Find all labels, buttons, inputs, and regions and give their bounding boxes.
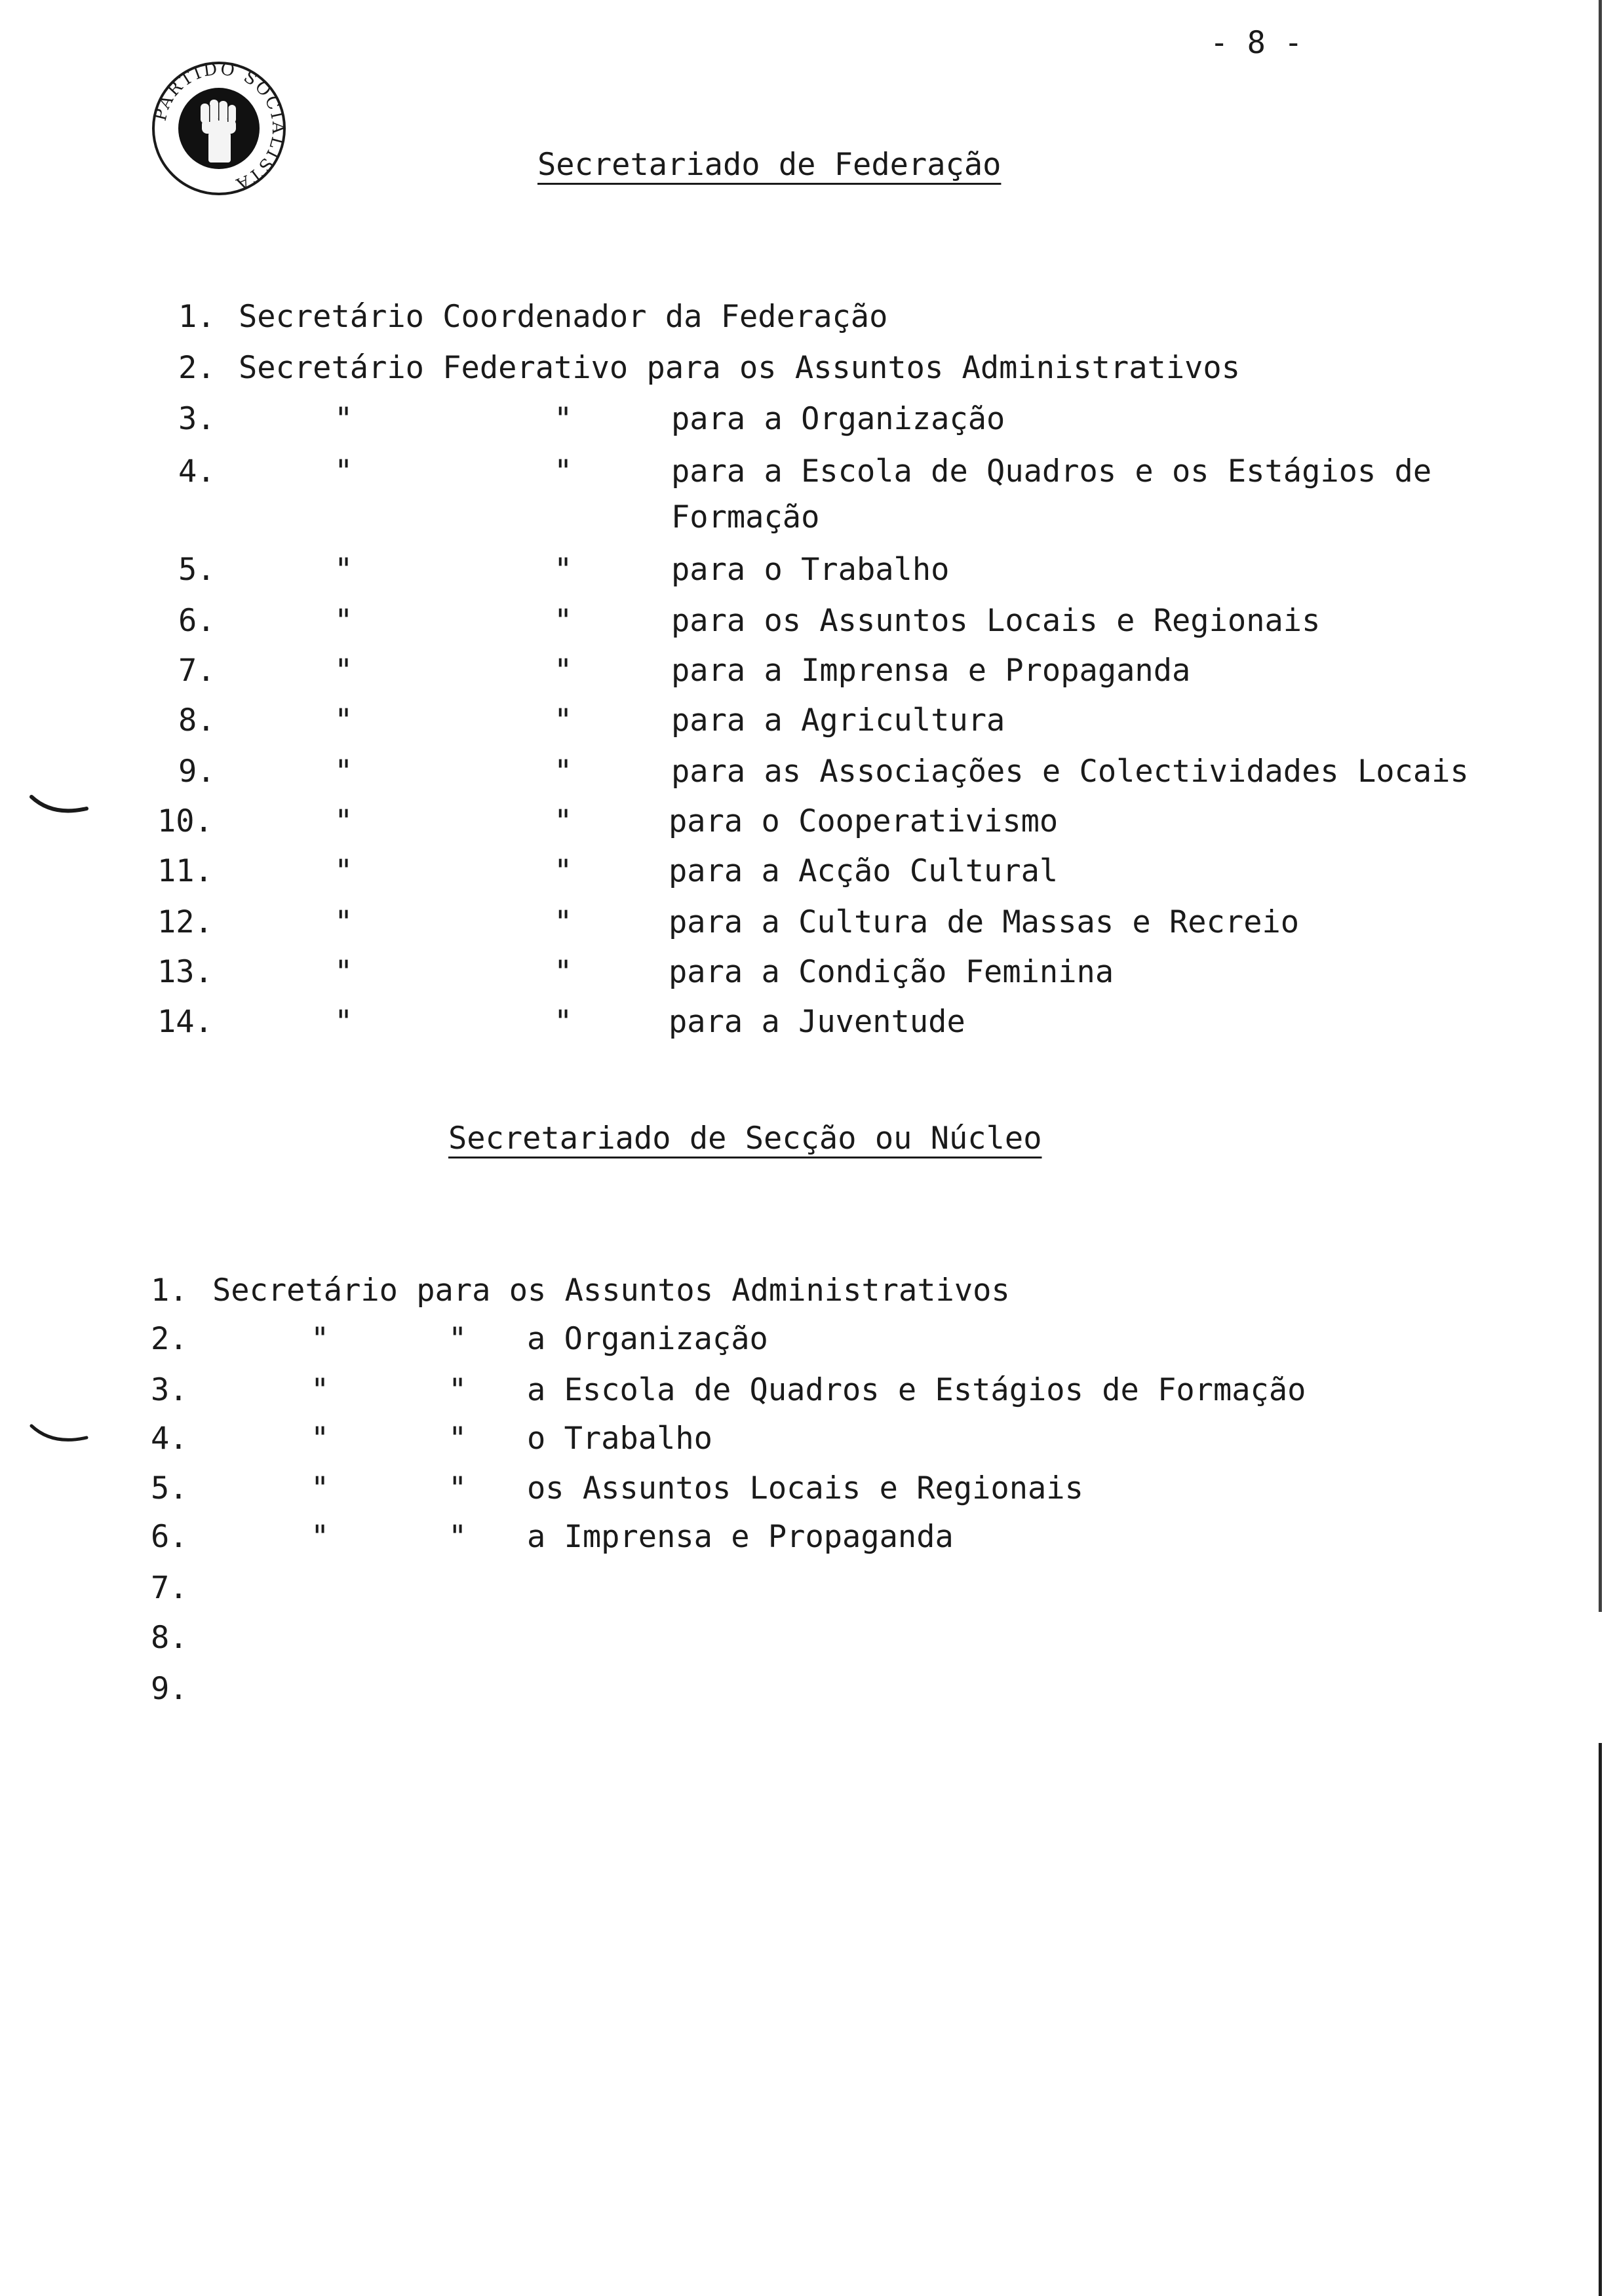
list-item-text: Secretário para os Assuntos Administrativos <box>212 1272 1010 1309</box>
list-item-number: 13. <box>157 954 213 990</box>
ditto-mark: " <box>334 904 353 940</box>
list-item-text: os Assuntos Locais e Regionais <box>527 1470 1083 1506</box>
list-item-text: Secretário Coordenador da Federação <box>239 299 888 335</box>
punch-mark <box>26 1421 92 1453</box>
list-item-number: 8. <box>151 1620 188 1656</box>
list-item-number: 2. <box>178 350 216 386</box>
list-item-number: 6. <box>151 1519 188 1555</box>
list-item-number: 14. <box>157 1004 213 1040</box>
list-item-text: o Trabalho <box>527 1421 712 1457</box>
party-logo <box>149 59 288 198</box>
list-item-text: para a Acção Cultural <box>669 853 1059 889</box>
list-item-number: 5. <box>178 552 216 588</box>
list-item-number: 7. <box>151 1570 188 1606</box>
raised-fist-icon <box>149 59 288 198</box>
list-item-number: 8. <box>178 702 216 738</box>
scan-border <box>1599 1743 1602 2296</box>
list-item-text: a Organização <box>527 1321 768 1357</box>
list-item-number: 2. <box>151 1321 188 1357</box>
list-item-number: 9. <box>178 754 216 790</box>
ditto-mark: " <box>334 954 353 990</box>
ditto-mark: " <box>334 401 353 437</box>
ditto-mark: " <box>554 552 573 588</box>
list-item-text: para a Escola de Quadros e os Estágios de <box>671 453 1432 489</box>
punch-mark <box>26 792 92 824</box>
ditto-mark: " <box>448 1470 467 1506</box>
ditto-mark: " <box>334 702 353 738</box>
list-item-text: para a Juventude <box>669 1004 965 1040</box>
ditto-mark: " <box>448 1321 467 1357</box>
page-number: - 8 - <box>1210 25 1303 61</box>
list-item-text: para o Cooperativismo <box>669 803 1059 839</box>
ditto-mark: " <box>554 401 573 437</box>
list-item-number: 4. <box>178 453 216 489</box>
list-item-text-continued: Formação <box>671 499 820 535</box>
list-item-text: para a Agricultura <box>671 702 1005 738</box>
ditto-mark: " <box>311 1372 330 1408</box>
ditto-mark: " <box>334 653 353 689</box>
list-item-text: para o Trabalho <box>671 552 950 588</box>
ditto-mark: " <box>334 603 353 639</box>
section-title: Secretariado de Secção ou Núcleo <box>448 1120 1042 1157</box>
ditto-mark: " <box>448 1421 467 1457</box>
list-item-number: 10. <box>157 803 213 839</box>
ditto-mark: " <box>554 754 573 790</box>
ditto-mark: " <box>554 653 573 689</box>
ditto-mark: " <box>311 1421 330 1457</box>
federation-title: Secretariado de Federação <box>537 147 1002 183</box>
list-item-number: 11. <box>157 853 213 889</box>
ditto-mark: " <box>554 954 573 990</box>
list-item-number: 12. <box>157 904 213 940</box>
list-item-number: 7. <box>178 653 216 689</box>
ditto-mark: " <box>448 1519 467 1555</box>
list-item-text: para a Cultura de Massas e Recreio <box>669 904 1300 940</box>
ditto-mark: " <box>554 453 573 489</box>
ditto-mark: " <box>334 853 353 889</box>
ditto-mark: " <box>554 904 573 940</box>
list-item-text: a Escola de Quadros e Estágios de Formação <box>527 1372 1306 1408</box>
ditto-mark: " <box>334 803 353 839</box>
list-item-number: 4. <box>151 1421 188 1457</box>
list-item-number: 3. <box>178 401 216 437</box>
list-item-number: 9. <box>151 1671 188 1707</box>
list-item-text: para a Imprensa e Propaganda <box>671 653 1191 689</box>
ditto-mark: " <box>334 552 353 588</box>
ditto-mark: " <box>334 754 353 790</box>
ditto-mark: " <box>554 702 573 738</box>
list-item-text: para a Organização <box>671 401 1005 437</box>
list-item-number: 5. <box>151 1470 188 1506</box>
ditto-mark: " <box>554 803 573 839</box>
list-item-text: a Imprensa e Propaganda <box>527 1519 954 1555</box>
list-item-number: 1. <box>178 299 216 335</box>
ditto-mark: " <box>311 1470 330 1506</box>
ditto-mark: " <box>554 603 573 639</box>
ditto-mark: " <box>448 1372 467 1408</box>
ditto-mark: " <box>311 1321 330 1357</box>
list-item-text: para os Assuntos Locais e Regionais <box>671 603 1321 639</box>
list-item-number: 1. <box>151 1272 188 1309</box>
list-item-text: para as Associações e Colectividades Locais <box>671 754 1469 790</box>
ditto-mark: " <box>554 1004 573 1040</box>
ditto-mark: " <box>334 1004 353 1040</box>
scan-border <box>1599 0 1602 1612</box>
svg-text:PARTIDO SOCIALISTA: PARTIDO SOCIALISTA <box>150 59 288 195</box>
list-item-number: 3. <box>151 1372 188 1408</box>
ditto-mark: " <box>554 853 573 889</box>
ditto-mark: " <box>311 1519 330 1555</box>
list-item-text: Secretário Federativo para os Assuntos Administrativos <box>239 350 1241 386</box>
list-item-number: 6. <box>178 603 216 639</box>
list-item-text: para a Condição Feminina <box>669 954 1114 990</box>
ditto-mark: " <box>334 453 353 489</box>
